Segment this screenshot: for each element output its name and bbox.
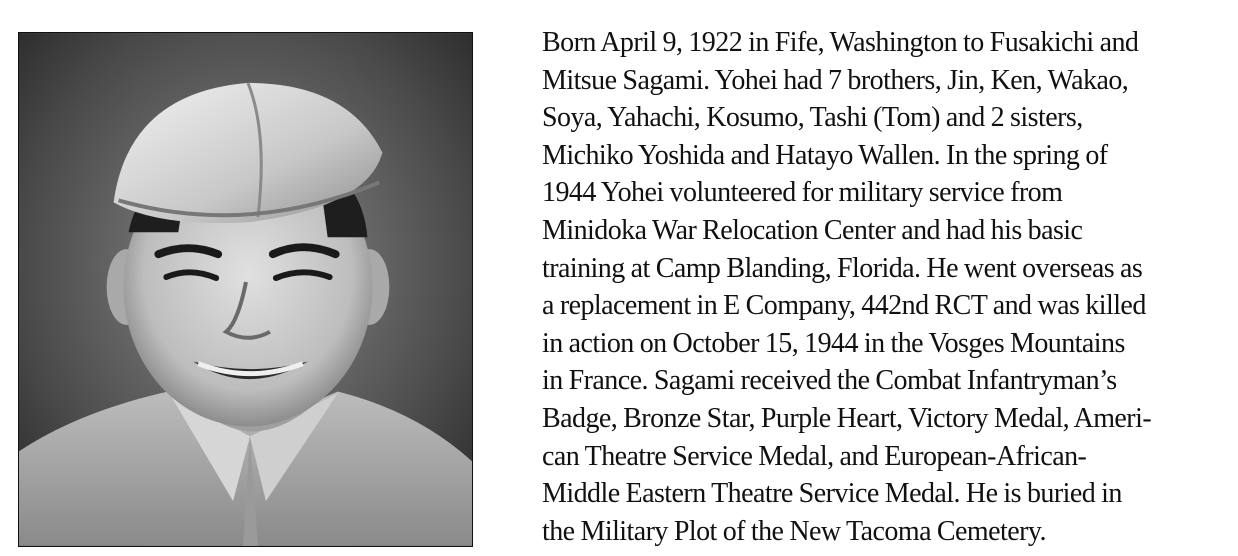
bio-line: Mitsue Sagami. Yohei had 7 brothers, Jin, Ken, Wakao, — [542, 64, 1129, 96]
bio-line: Badge, Bronze Star, Purple Heart, Victory Medal, Ameri- — [542, 402, 1152, 434]
bio-line: in France. Sagami received the Combat Infantryman’s — [542, 365, 1117, 397]
bio-line: in action on October 15, 1944 in the Vosges Mountains — [542, 327, 1125, 359]
bio-line: Middle Eastern Theatre Service Medal. He is buried in — [542, 478, 1122, 510]
soldier-portrait-icon — [19, 33, 472, 546]
bio-line: Born April 9, 1922 in Fife, Washington to Fusakichi and — [542, 27, 1139, 58]
bio-line: Minidoka War Relocation Center and had his basic — [542, 214, 1083, 246]
bio-line: training at Camp Blanding, Florida. He went overseas as — [542, 252, 1143, 284]
bio-line: Michiko Yoshida and Hatayo Wallen. In the spring of — [542, 139, 1108, 171]
bio-line: the Military Plot of the New Tacoma Cemetery. — [542, 515, 1046, 547]
biography-text — [542, 24, 1226, 550]
bio-line: can Theatre Service Medal, and European-African- — [542, 440, 1087, 472]
bio-line: 1944 Yohei volunteered for military service from — [542, 177, 1063, 209]
bio-line: Soya, Yahachi, Kosumo, Tashi (Tom) and 2 sisters, — [542, 102, 1083, 134]
portrait-photo — [18, 32, 473, 547]
bio-line: a replacement in E Company, 442nd RCT and was killed — [542, 290, 1146, 322]
